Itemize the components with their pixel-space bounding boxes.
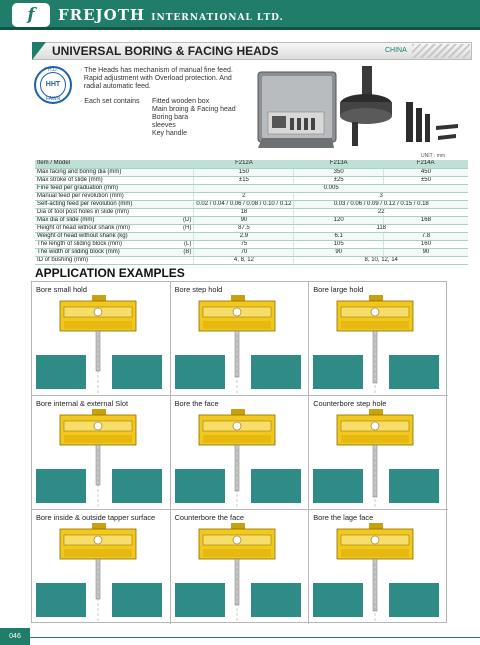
case-base	[258, 138, 334, 148]
row-unit	[163, 176, 194, 184]
workpiece-right	[389, 469, 439, 503]
boring-head-shank	[362, 66, 372, 98]
row-item: Max dia of slide (mm)	[35, 216, 163, 224]
application-title: APPLICATION EXAMPLES	[35, 266, 185, 280]
application-example	[309, 396, 448, 510]
cell: 18	[194, 208, 294, 216]
head-base	[64, 321, 132, 329]
workpiece-left	[175, 355, 225, 389]
application-diagram	[32, 409, 170, 509]
logo-letter: f	[27, 5, 35, 25]
row-item: The width of sliding block (mm)	[35, 248, 163, 256]
head-dial	[94, 536, 102, 544]
workpiece-right	[251, 355, 301, 389]
cell: ±25	[294, 176, 383, 184]
contains-list	[152, 98, 236, 138]
table-row	[35, 208, 468, 216]
head-base	[203, 549, 271, 557]
head-shank	[369, 523, 383, 529]
desc-line	[80, 83, 255, 91]
boring-bar	[425, 114, 430, 142]
cell: 0.005	[194, 184, 468, 192]
title-triangle	[32, 42, 46, 60]
workpiece-left	[36, 355, 86, 389]
workpiece-left	[313, 355, 363, 389]
brand-logo	[12, 3, 50, 27]
workpiece-right	[251, 469, 301, 503]
row-unit: (B)	[163, 248, 194, 256]
cell: 160	[383, 240, 468, 248]
col-header-f212a: F212A	[194, 160, 294, 168]
application-example	[32, 510, 171, 624]
row-item: ID of bushing (mm)	[35, 256, 163, 264]
col-header-unit	[163, 160, 194, 168]
table-row	[35, 224, 468, 232]
col-header-item: Item / Model	[35, 160, 163, 168]
contains-item: Main broing & Facing head	[152, 106, 236, 113]
application-diagram	[32, 295, 170, 395]
application-label: Bore internal & external Slot	[36, 399, 129, 408]
cell: 6.1	[294, 232, 383, 240]
workpiece-left	[175, 469, 225, 503]
table-row	[35, 176, 468, 184]
workpiece-right	[112, 469, 162, 503]
row-item: Max facing and boring dia (mm)	[35, 168, 163, 176]
application-label: Bore step hold	[174, 285, 223, 294]
cell: 2.9	[194, 232, 294, 240]
unit-label: UNIT : mm	[421, 153, 446, 159]
title-stripes	[412, 44, 470, 58]
head-dial	[371, 422, 379, 430]
origin-label: CHINA	[385, 47, 407, 54]
case-tool	[272, 116, 286, 128]
row-unit	[163, 200, 194, 208]
desc-line-3: radial automatic feed.	[83, 83, 151, 90]
row-unit: (L)	[163, 240, 194, 248]
application-diagram	[32, 523, 170, 623]
table-row	[35, 168, 468, 176]
table-row	[35, 232, 468, 240]
application-label: Counterbore the face	[174, 513, 245, 522]
product-description	[80, 67, 255, 91]
application-diagram	[171, 523, 309, 623]
cell: 70	[194, 248, 294, 256]
cell: 168	[383, 216, 468, 224]
workpiece-left	[313, 583, 363, 617]
cell: 120	[294, 216, 383, 224]
application-diagram	[171, 295, 309, 395]
workpiece-left	[313, 469, 363, 503]
application-example	[32, 396, 171, 510]
cell: 3	[294, 192, 468, 200]
application-label: Bore the face	[174, 399, 219, 408]
cell: 0.02 / 0.04 / 0.06 / 0.08 / 0.10 / 0.12	[194, 200, 294, 208]
cell: 7.8	[383, 232, 468, 240]
application-label: Bore the lage face	[313, 513, 374, 522]
key-handle	[438, 134, 456, 140]
cell: ±50	[383, 176, 468, 184]
row-unit	[163, 184, 194, 192]
head-dial	[233, 422, 241, 430]
cell: 118	[294, 224, 468, 232]
table-row	[35, 248, 468, 256]
cell: 450	[383, 168, 468, 176]
row-unit	[163, 168, 194, 176]
page-title: UNIVERSAL BORING & FACING HEADS	[52, 44, 279, 58]
boring-bar	[416, 108, 422, 142]
brand-header	[0, 0, 480, 30]
table-row	[35, 200, 468, 208]
workpiece-left	[175, 583, 225, 617]
case-tool	[311, 118, 315, 130]
key-handle	[436, 124, 458, 130]
desc-line-1: The Heads has mechanism of manual fine feed.	[84, 67, 233, 74]
cell: 105	[294, 240, 383, 248]
workpiece-right	[112, 355, 162, 389]
application-diagram	[309, 523, 447, 623]
col-header-f214a: F214A	[383, 160, 468, 168]
footer-line	[30, 637, 480, 638]
row-unit: (H)	[163, 224, 194, 232]
table-row	[35, 240, 468, 248]
contains-item: Boring bara	[152, 114, 189, 121]
application-example	[171, 282, 310, 396]
workpiece-left	[36, 469, 86, 503]
application-example	[309, 282, 448, 396]
cell: 350	[294, 168, 383, 176]
desc-line: · The Heads has mechanism of manual fine feed.	[80, 67, 233, 74]
case-tool	[297, 118, 301, 130]
head-shank	[369, 409, 383, 415]
product-photo	[256, 64, 468, 152]
application-diagram	[171, 409, 309, 509]
cell: 2	[194, 192, 294, 200]
application-diagram	[309, 409, 447, 509]
head-base	[341, 549, 409, 557]
contains-label-text: Each set contains	[84, 98, 140, 105]
quality-badge	[34, 66, 72, 104]
head-shank	[369, 295, 383, 301]
spec-table	[35, 160, 468, 265]
head-dial	[233, 308, 241, 316]
cell: 90	[383, 248, 468, 256]
desc-line-2: Rapid adjustment with Overload protection. And	[83, 75, 232, 82]
row-item: Fine feed per graduation (mm)	[35, 184, 163, 192]
application-label: Counterbore step hole	[313, 399, 387, 408]
cell: 22	[294, 208, 468, 216]
application-example	[171, 510, 310, 624]
row-unit	[163, 256, 194, 264]
head-shank	[231, 295, 245, 301]
boring-bar	[352, 122, 358, 146]
head-shank	[92, 409, 106, 415]
head-dial	[371, 536, 379, 544]
badge-top-text: H.D.	[48, 67, 58, 73]
boring-bar	[406, 102, 413, 142]
head-base	[203, 435, 271, 443]
contains-item: Fitted wooden box	[152, 98, 210, 105]
workpiece-right	[389, 583, 439, 617]
table-row	[35, 256, 468, 264]
head-shank	[92, 523, 106, 529]
desc-line	[80, 75, 255, 83]
head-shank	[92, 295, 106, 301]
row-unit	[163, 192, 194, 200]
application-grid	[31, 281, 447, 623]
application-example	[309, 510, 448, 624]
row-unit	[163, 232, 194, 240]
row-item: Max stroke of slide (mm)	[35, 176, 163, 184]
brand-text: FREJOTH	[58, 6, 146, 24]
brand-name	[58, 6, 284, 24]
application-label: Bore inside & outside tapper surface	[36, 513, 156, 522]
head-base	[64, 435, 132, 443]
table-row	[35, 192, 468, 200]
workpiece-right	[112, 583, 162, 617]
contains-item: Key handle	[152, 130, 188, 137]
cell: 75	[194, 240, 294, 248]
brand-sub: INTERNATIONAL LTD.	[151, 13, 284, 23]
table-row	[35, 184, 468, 192]
col-header-f213a: F213A	[294, 160, 383, 168]
row-item: Self-acting feed per revolution (mm)	[35, 200, 163, 208]
case-tool	[304, 118, 308, 130]
head-base	[64, 549, 132, 557]
cell: 87.5	[194, 224, 294, 232]
table-row	[35, 216, 468, 224]
cell: 8, 10, 12, 14	[294, 256, 468, 264]
application-example	[171, 396, 310, 510]
cell: 90	[194, 216, 294, 224]
row-item: The length of sliding block (mm)	[35, 240, 163, 248]
application-label: Bore small hold	[36, 285, 87, 294]
contains-label: · Each set contains	[80, 98, 140, 105]
head-base	[203, 321, 271, 329]
head-dial	[371, 308, 379, 316]
cell: 0.03 / 0.06 / 0.09 / 0.12 / 0.15 / 0.18	[294, 200, 468, 208]
cell: 90	[294, 248, 383, 256]
row-unit	[163, 208, 194, 216]
page-number: 046	[0, 628, 30, 645]
head-shank	[231, 523, 245, 529]
head-base	[341, 321, 409, 329]
cell: 4, 8, 12	[194, 256, 294, 264]
workpiece-right	[251, 583, 301, 617]
badge-bottom-text: FAWN	[45, 96, 61, 102]
workpiece-right	[389, 355, 439, 389]
head-dial	[94, 308, 102, 316]
cell: 150	[194, 168, 294, 176]
row-item: Manual feed per revolution (mm)	[35, 192, 163, 200]
spec-header-row	[35, 160, 468, 168]
row-item: Dia of tool post holes in slide (mm)	[35, 208, 163, 216]
row-item: Height of head without shank (mm)	[35, 224, 163, 232]
cell: ±15	[194, 176, 294, 184]
boring-head-base	[340, 108, 392, 124]
badge-middle-text: HHT	[45, 81, 61, 88]
row-unit: (D)	[163, 216, 194, 224]
case-tool	[290, 118, 294, 130]
head-dial	[94, 422, 102, 430]
row-item: Weight of head without shank (kg)	[35, 232, 163, 240]
head-shank	[231, 409, 245, 415]
application-example	[32, 282, 171, 396]
application-label: Bore large hold	[313, 285, 364, 294]
application-diagram	[309, 295, 447, 395]
head-dial	[233, 536, 241, 544]
contains-item: sleeves	[152, 122, 176, 129]
workpiece-left	[36, 583, 86, 617]
head-base	[341, 435, 409, 443]
